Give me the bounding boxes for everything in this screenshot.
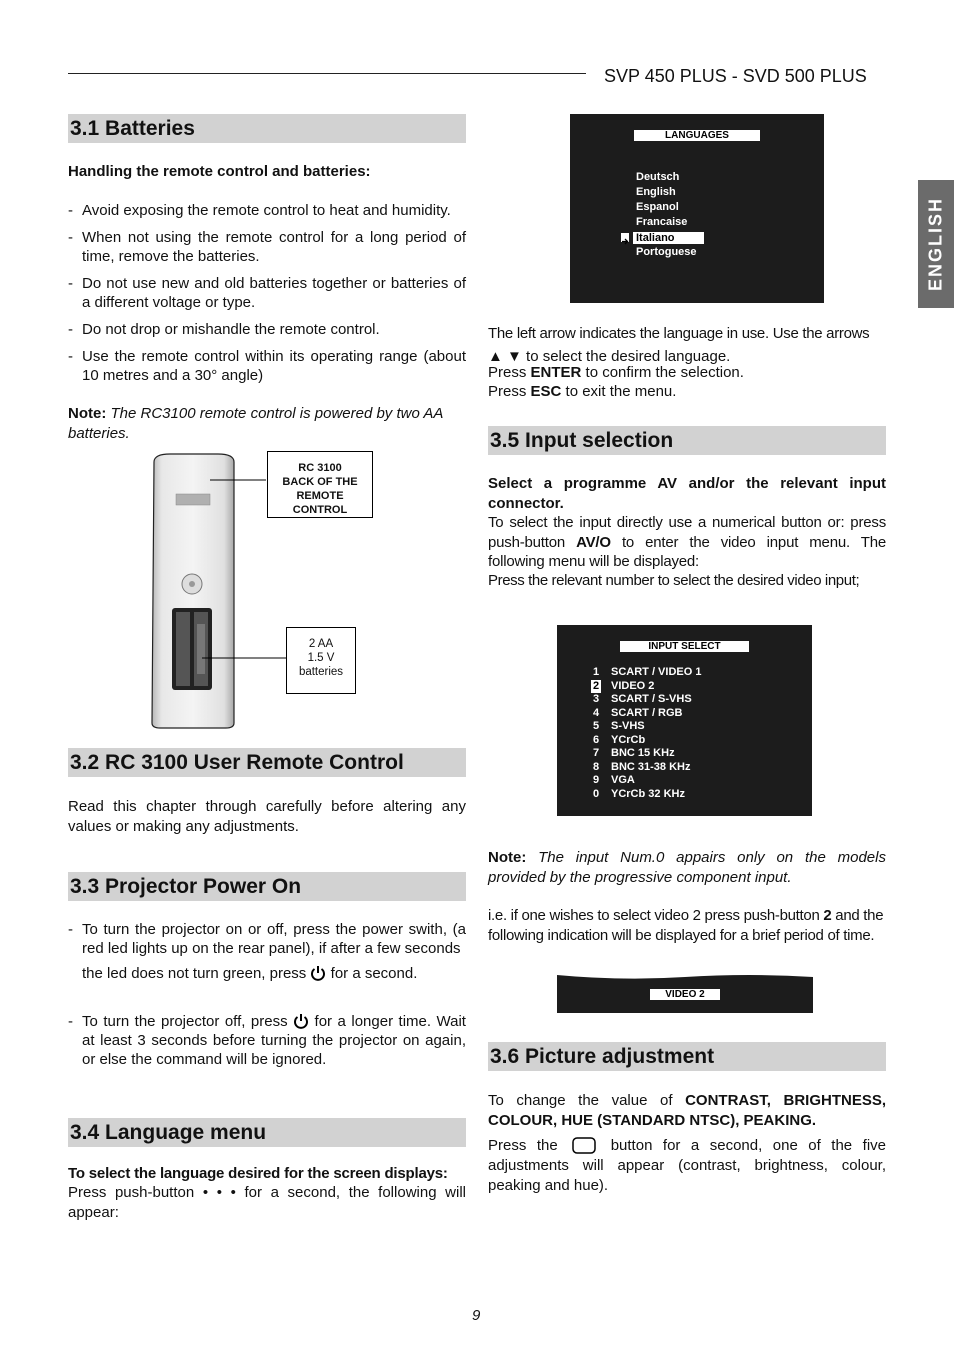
input-option-label: YCrCb 32 KHz [611, 787, 685, 800]
example-text: and the following indication will be displayed for a brief period of time. [488, 907, 884, 944]
language-instructions-1: The left arrow indicates the language in use. Use the arrows [488, 325, 870, 342]
callout-line: 1.5 V [307, 652, 335, 664]
esc-key-label: ESC [530, 383, 562, 400]
input-option-label: VGA [611, 774, 635, 786]
note-label: Note: [68, 405, 107, 422]
callout-back-of-remote [267, 451, 373, 518]
input-option-label: SCART / VIDEO 1 [611, 666, 702, 678]
input-option-label: SCART / S-VHS [611, 693, 692, 705]
language-instructions-4 [488, 382, 886, 402]
input-option-number: 6 [592, 733, 600, 746]
video2-osd-label: VIDEO 2 [650, 989, 720, 1000]
input-option-number: 0 [592, 787, 600, 800]
input-option-label: YCrCb [611, 733, 646, 746]
adjustment-list: CONTRAST, BRIGHTNESS, COLOUR, HUE (STANDARD NTSC), PEAKING. [488, 1092, 886, 1129]
section-heading-3-3: 3.3 Projector Power On [68, 872, 466, 901]
input-option-number: 9 [592, 774, 600, 786]
power-on-text: To turn the projector on or off, press the power swith, (a red led lights up on the rear panel), if after a few seconds [82, 921, 466, 957]
input-select-osd-screen [557, 625, 812, 816]
language-option: Espanol [636, 201, 679, 213]
battery-tip: - When not using the remote control for a long period of time, remove the batteries. [68, 228, 466, 266]
power-off-text: for a longer time. Wait [314, 1013, 466, 1030]
power-on-text: the led does not turn green, press [82, 965, 307, 982]
body-text: Press the [488, 1137, 558, 1154]
selected-language-arrow-icon [621, 233, 629, 242]
note-text: The input Num.0 appairs only on the models provided by the progressive component input. [488, 849, 886, 886]
avo-key-label: AV/O [576, 533, 611, 551]
language-option-selected: Italiano [633, 232, 704, 244]
picture-adjustment-body [488, 1136, 886, 1196]
page-number: 9 [472, 1307, 481, 1324]
battery-tip: - Do not drop or mishandle the remote control. [68, 320, 466, 339]
section-heading-3-5: 3.5 Input selection [488, 426, 886, 455]
language-body: Press push-button • • • for a second, the following will appear: [68, 1184, 466, 1221]
input-option-number: 4 [592, 706, 600, 719]
power-icon [293, 1013, 309, 1029]
video2-example [488, 906, 888, 945]
body-text: to enter the video input menu. The following menu will be displayed: [488, 533, 886, 570]
language-instructions-3 [488, 363, 886, 383]
power-off-text: To turn the projector off, press [82, 1013, 288, 1030]
batteries-note [68, 404, 466, 443]
instr-text: to confirm the selection. [581, 364, 744, 381]
power-off-text: at least 3 seconds before turning the projector on again, or else the command will be ignored. [82, 1032, 466, 1068]
body-text: button for a second, one of the five adjustments will appear (contrast, brightness, colour, peaking and hue). [488, 1137, 886, 1194]
input-option-number: 8 [592, 760, 600, 773]
power-off-step [68, 1012, 466, 1069]
body-text: To select the input directly use a numerical button or: press push-button [488, 514, 886, 551]
input-selection-body [488, 513, 886, 572]
power-on-text: for a second. [330, 965, 418, 982]
input-selection-body-2: Press the relevant number to select the desired video input; [488, 572, 860, 589]
battery-tip: - Use the remote control within its operating range (about 10 metres and a 30° angle) [68, 347, 466, 385]
rounded-square-button-icon [572, 1137, 596, 1154]
power-on-step [68, 920, 466, 983]
input-option-label: SCART / RGB [611, 706, 683, 719]
battery-tip: - Avoid exposing the remote control to heat and humidity. [68, 201, 466, 220]
callout-line: 2 AA [308, 638, 334, 650]
document-title: SVP 450 PLUS - SVD 500 PLUS [604, 66, 867, 86]
input-option-label: VIDEO 2 [611, 679, 655, 692]
input-option-label: BNC 31-38 KHz [611, 760, 691, 773]
input-select-osd-title: INPUT SELECT [620, 641, 749, 652]
input-selection-lead: Select a programme AV and/or the relevant input connector. [488, 475, 886, 512]
language-lead: To select the language desired for the screen displays: [68, 1165, 448, 1182]
input-option-label: BNC 15 KHz [611, 747, 675, 759]
languages-osd-title: LANGUAGES [634, 130, 760, 141]
battery-tip: - Do not use new and old batteries together or batteries of a different voltage or type. [68, 274, 466, 312]
input-option-number: 7 [592, 747, 600, 759]
language-instructions-2: ▲ ▼ to select the desired language. [488, 348, 731, 365]
section-heading-3-4: 3.4 Language menu [68, 1118, 466, 1147]
lead-text: To change the value of [488, 1092, 686, 1109]
callout-line: batteries [298, 666, 344, 678]
section-3-2-body: Read this chapter through carefully before altering any values or making any adjustments. [68, 798, 466, 835]
callout-line: REMOTE CONTROL [292, 490, 348, 516]
language-option: Deutsch [636, 171, 680, 183]
callout-batteries [286, 627, 356, 694]
input-note [488, 848, 886, 887]
languages-osd-screen [570, 114, 824, 303]
input-option-number: 3 [592, 693, 600, 705]
section-heading-3-2: 3.2 RC 3100 User Remote Control [68, 748, 466, 777]
language-option: English [636, 186, 676, 198]
batteries-subheading: Handling the remote control and batteries: [68, 163, 371, 180]
callout-line: BACK OF THE [282, 476, 358, 488]
instr-text: Press [488, 364, 531, 381]
instr-text: Press [488, 383, 531, 400]
input-option-number: 2 [592, 679, 600, 692]
enter-key-label: ENTER [530, 364, 582, 381]
callout-line: RC 3100 [298, 462, 342, 474]
note-text: The RC3100 remote control is powered by two AA batteries. [68, 405, 443, 442]
language-option: Portoguese [636, 246, 697, 258]
example-text: i.e. if one wishes to select video 2 press push-button [488, 907, 824, 924]
instr-text: to exit the menu. [561, 383, 677, 400]
side-tab-label: ENGLISH [925, 196, 946, 292]
section-heading-3-1: 3.1 Batteries [68, 114, 466, 143]
picture-adjustment-lead [488, 1091, 886, 1130]
section-heading-3-6: 3.6 Picture adjustment [488, 1042, 886, 1071]
input-option-number: 1 [592, 666, 600, 678]
input-option-label: S-VHS [611, 720, 645, 732]
note-label: Note: [488, 849, 527, 866]
language-option: Francaise [636, 216, 688, 228]
input-option-number: 5 [592, 720, 600, 732]
power-icon [310, 965, 326, 981]
language-side-tab [918, 180, 954, 308]
header-rule [68, 73, 586, 74]
button-2-label: 2 [823, 907, 832, 924]
